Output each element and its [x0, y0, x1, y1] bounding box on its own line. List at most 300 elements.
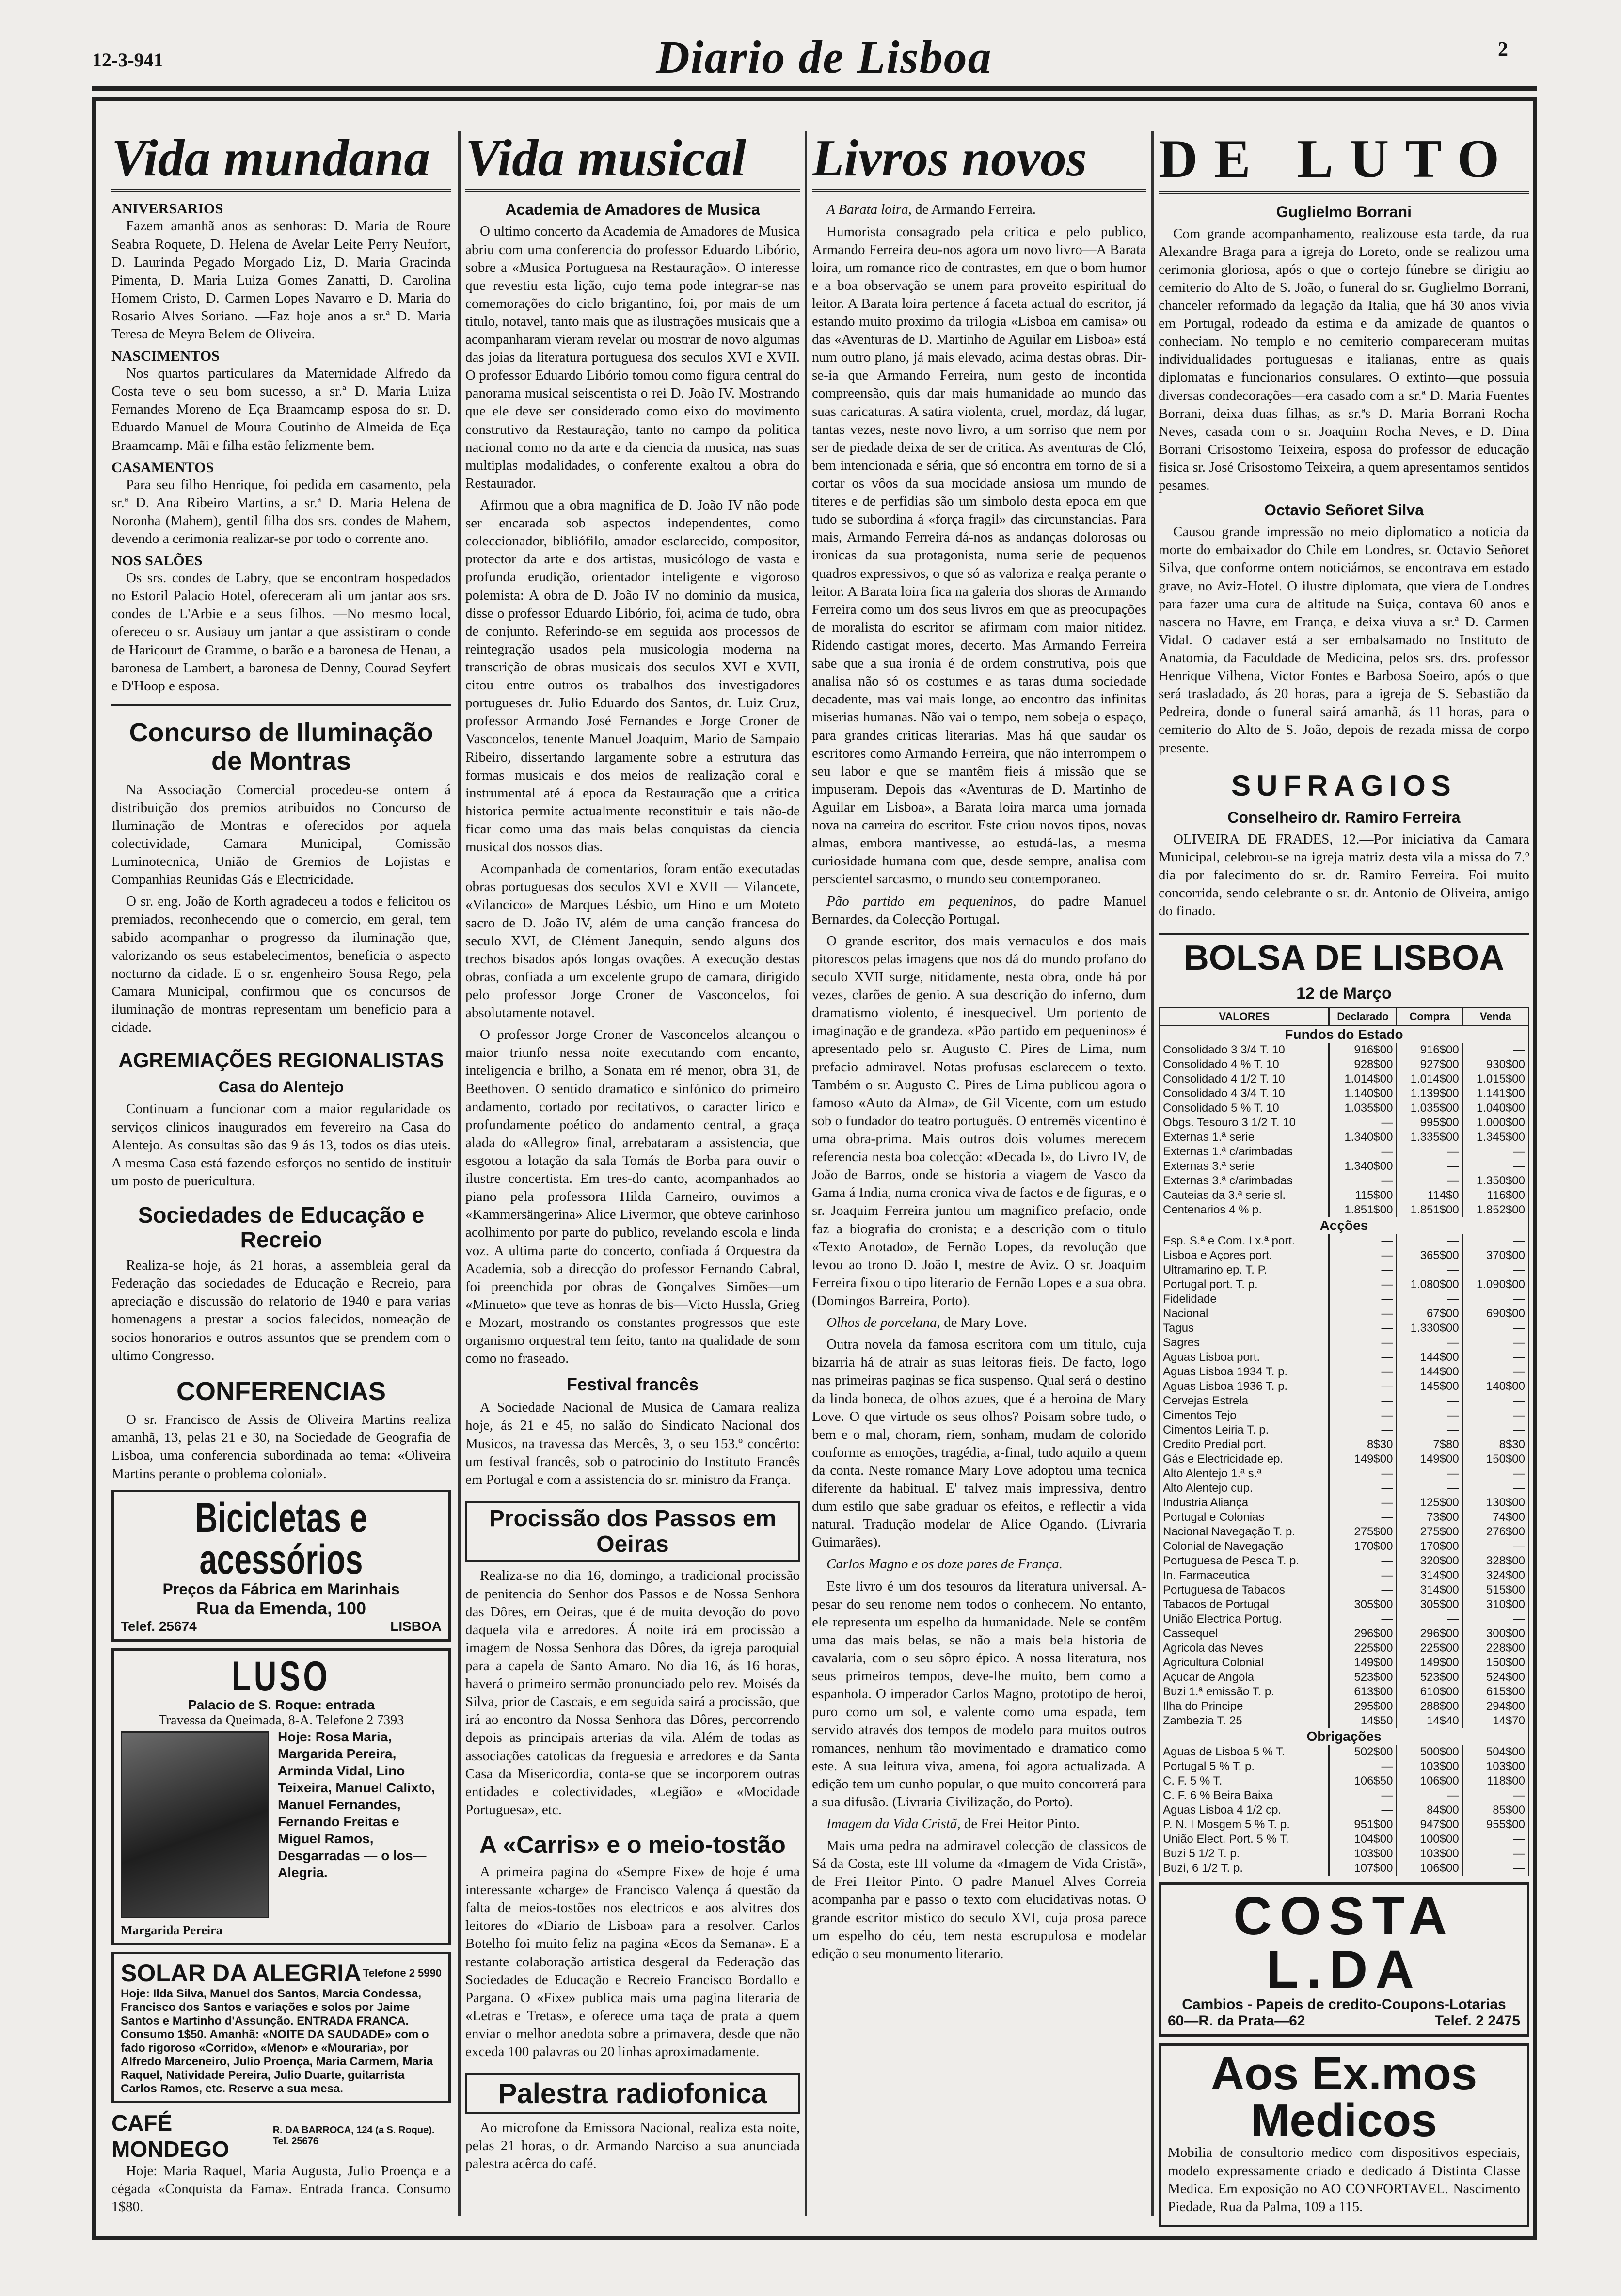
price-cell: 1.015$00 — [1462, 1072, 1528, 1086]
price-cell: 130$00 — [1462, 1496, 1528, 1510]
table-column-header: VALORES — [1160, 1008, 1329, 1026]
table-row — [1160, 1379, 1529, 1394]
price-cell: 1.330$00 — [1397, 1321, 1462, 1336]
price-cell: 275$00 — [1329, 1525, 1397, 1539]
advertisement-costa — [1159, 1882, 1529, 2037]
ad-phone: Telef. 25674 — [121, 1618, 197, 1634]
price-cell: 170$00 — [1397, 1539, 1462, 1554]
price-cell: — — [1329, 1307, 1397, 1321]
price-cell: 1.040$00 — [1462, 1101, 1528, 1116]
price-cell: — — [1329, 1145, 1397, 1159]
article-subheadline: Conselheiro dr. Ramiro Ferreira — [1227, 808, 1461, 826]
price-cell: — — [1329, 1350, 1397, 1365]
price-cell: 228$00 — [1462, 1641, 1528, 1656]
price-cell: 225$00 — [1329, 1641, 1397, 1656]
price-cell: 296$00 — [1397, 1626, 1462, 1641]
table-row — [1160, 1774, 1529, 1788]
ad-title: LUSO — [232, 1653, 331, 1700]
price-cell: — — [1329, 1467, 1397, 1481]
section-heading: Livros novos — [812, 131, 1146, 192]
price-cell: — — [1462, 1612, 1528, 1626]
price-cell: 118$00 — [1462, 1774, 1528, 1788]
security-name: Alto Alentejo cup. — [1160, 1481, 1329, 1496]
price-cell: — — [1462, 1043, 1528, 1057]
security-name: Buzi, 6 1/2 T. p. — [1160, 1861, 1329, 1876]
book-title: Pão partido em pequeninos — [826, 893, 1013, 909]
price-cell: 116$00 — [1462, 1188, 1528, 1203]
article-text: A primeira pagina do «Sempre Fixe» de hoje é uma interessante «charge» de Francisco Valença á questão da falta de meios-tostões nos electricos e aos alvitres dos leitores do «Diario de Lisboa» para a resolver. Carlos Botelho foi muito feliz na pagina «Ecos da Semana». E a restante colaboração artistica desgeral da Federação das Sociedades de Educação e Recreio Francisco Bordallo e Pargana. O «Fixe» publica mais uma pagina literaria de «Letras e Tretas», e oferece uma taça de prata a quem enviar o melhor anedota sobre a primavera, desde que não exceda 100 palavras ou 20 linhas aproximadamente. — [465, 1864, 800, 2060]
ad-text: Mobilia de consultorio medico com dispositivos especiais, modelo expressamente criado e dedicado á Distinta Classe Medica. Em exposição no AO CONFORTAVEL. Nascimento Piedade, Rua da Palma, 109 a 115. — [1168, 2145, 1520, 2215]
table-row — [1160, 1759, 1529, 1774]
ad-phone: Telefone 2 5990 — [363, 1966, 442, 1979]
security-name: Agricola das Neves — [1160, 1641, 1329, 1656]
column-divider — [805, 131, 807, 2216]
obituary-name: Guglielmo Borrani — [1276, 203, 1412, 221]
price-cell: 1.090$00 — [1462, 1277, 1528, 1292]
security-name: Portuguesa de Pesca T. p. — [1160, 1554, 1329, 1568]
price-cell: 275$00 — [1397, 1525, 1462, 1539]
price-cell: 305$00 — [1397, 1597, 1462, 1612]
table-row — [1160, 1597, 1529, 1612]
price-cell: 502$00 — [1329, 1745, 1397, 1759]
security-name: Consolidado 4 % T. 10 — [1160, 1057, 1329, 1072]
photo-caption: Margarida Pereira — [121, 1923, 222, 1937]
price-cell: — — [1329, 1263, 1397, 1277]
price-cell: 300$00 — [1462, 1626, 1528, 1641]
bolsa-date: 12 de Março — [1296, 984, 1392, 1003]
article-text: Ao microfone da Emissora Nacional, realiza esta noite, pelas 21 horas, o dr. Armando Narciso a sua anunciada palestra acêrca do café. — [465, 2120, 800, 2172]
price-cell: 8$30 — [1462, 1437, 1528, 1452]
article-text: O grande escritor, dos mais vernaculos e dos mais pitorescos pelas imagens que nos dá do mundo profano do seculo XVII surge, nitidamente, nesta obra, onde há por vezes, clarões de genio. A sua descrição do inferno, dum dramatismo violento, é inesquecivel. Um portento de imaginação e de grandeza. «Pão partido em pequeninos» é apresentado pelo sr. Augusto C. Pires de Lima, num prefacio admiravel. Notas profusas esclarecem o texto. Também o sr. Augusto C. Pires de Lima publicou agora o famoso «Auto da Alma», de Gil Vicente, com um estudo sob o fundador do teatro português. O entremês vicentino é uma obra-prima. Mais outros dois volumes merecem referencia nesta boa colecção: «Decada I», do Livro IV, de João de Barros, onde se historia a viagem de Vasco da Gama á India, numa cronica viva de factos e de figuras, e o sr. Joaquim Ferreira juntou um magnifico prefacio, onde faz a biografia do cronista; e a descrição com o titulo «Texto Anotado», de Fernão Lopes, da revolução que levou ao trono D. João I, mestre de Aviz. O sr. Joaquim Ferreira fixou o tipo literario de Fernão Lopes e a sua obra. (Domingos Barreira, Porto). — [812, 933, 1146, 1308]
book-title: Olhos de porcelana — [826, 1315, 937, 1331]
table-row — [1160, 1714, 1529, 1728]
advertisement-bicicletas — [111, 1490, 451, 1642]
table-column-header: Declarado — [1329, 1008, 1397, 1026]
security-name: Ilha do Principe — [1160, 1699, 1329, 1714]
table-row — [1160, 1568, 1529, 1583]
stock-exchange-table — [1159, 1007, 1529, 1876]
table-row — [1160, 1086, 1529, 1101]
price-cell: 295$00 — [1329, 1699, 1397, 1714]
security-name: Ultramarino ep. T. P. — [1160, 1263, 1329, 1277]
price-cell: — — [1397, 1481, 1462, 1496]
article-text: Mais uma pedra na admiravel colecção de classicos de Sá da Costa, este III volume da «Imagem de Vida Cristã», de Frei Heitor Pinto. O padre Manuel Alves Correia acompanha par e passo o texto com elucidativas notas. O grande escritor mistico do seculo XVI, cuja prosa parece um espelho do céu, tem nesta escrupulosa e modelar edição o seu monumento literario. — [812, 1838, 1146, 1961]
price-cell: — — [1329, 1292, 1397, 1307]
price-cell: 106$00 — [1397, 1861, 1462, 1876]
security-name: Buzi 5 1/2 T. p. — [1160, 1847, 1329, 1861]
ad-program: Hoje: Rosa Maria, Margarida Pereira, Arminda Vidal, Lino Teixeira, Manuel Calixto, Manuel Fernandes, Fernando Freitas e Miguel Ramos, Desgarradas — o los—Alegria. — [278, 1729, 435, 1880]
price-cell: — — [1329, 1234, 1397, 1248]
table-row — [1160, 1803, 1529, 1818]
price-cell: — — [1397, 1788, 1462, 1803]
article-text: Nos quartos particulares da Maternidade Alfredo da Costa teve o seu bom sucesso, a sr.ª D. Maria Luiza Fernandes Moreno de Eça Braamcamp esposa do sr. D. Eduardo Manuel de Moura Coutinho de Almeida de Eça Braamcamp. Mãi e filha estão felizmente bem. — [111, 366, 451, 453]
table-row — [1160, 1263, 1529, 1277]
security-name: Esp. S.ª e Com. Lx.ª port. — [1160, 1234, 1329, 1248]
price-cell: 103$00 — [1397, 1759, 1462, 1774]
price-cell: — — [1329, 1248, 1397, 1263]
security-name: Alto Alentejo 1.ª s.ª — [1160, 1467, 1329, 1481]
security-name: Agricultura Colonial — [1160, 1656, 1329, 1670]
table-row — [1160, 1818, 1529, 1832]
price-cell: 149$00 — [1397, 1656, 1462, 1670]
security-name: Aguas de Lisboa 5 % T. — [1160, 1745, 1329, 1759]
article-text: Acompanhada de comentarios, foram então executadas obras portuguesas dos seculos XVI e XVII — Vilancete, «Vilancico» de Marques Lésbio, um Hino e um Moteto sacro de D. João IV, além de uma canção francesa do seculo XVI, de Clément Janequin, sendo alguns dos trechos bisados após longas ovações. A execução destas obras, confiada a um excelente grupo de camara, dirigido pelo professor Jorge Croner de Vasconcelos, foi absolutamente notavel. — [465, 861, 800, 1021]
price-cell: — — [1462, 1832, 1528, 1847]
table-row — [1160, 1583, 1529, 1597]
price-cell: — — [1329, 1481, 1397, 1496]
section-heading: Vida musical — [465, 131, 800, 192]
ad-title: COSTA L.DA — [1233, 1886, 1455, 2000]
price-cell: 927$00 — [1397, 1057, 1462, 1072]
price-cell: 115$00 — [1329, 1188, 1397, 1203]
table-row — [1160, 1116, 1529, 1130]
table-row — [1160, 1670, 1529, 1685]
price-cell: — — [1329, 1116, 1397, 1130]
table-row — [1160, 1145, 1529, 1159]
table-row — [1160, 1188, 1529, 1203]
article-headline: SUFRAGIOS — [1231, 769, 1457, 802]
table-row — [1160, 1861, 1529, 1876]
price-cell: — — [1462, 1861, 1528, 1876]
security-name: Obgs. Tesouro 3 1/2 T. 10 — [1160, 1116, 1329, 1130]
price-cell: 225$00 — [1397, 1641, 1462, 1656]
ad-phone: Telef. 2 2475 — [1434, 2013, 1520, 2029]
table-row — [1160, 1626, 1529, 1641]
advertisement-cafe-mondego — [111, 2110, 451, 2162]
security-name: Buzi 1.ª emissão T. p. — [1160, 1685, 1329, 1699]
table-row — [1160, 1394, 1529, 1408]
price-cell: 1.014$00 — [1397, 1072, 1462, 1086]
price-cell: 690$00 — [1462, 1307, 1528, 1321]
security-name: Externas 3.ª serie — [1160, 1159, 1329, 1174]
table-row — [1160, 1336, 1529, 1350]
price-cell: 365$00 — [1397, 1248, 1462, 1263]
table-column-header: Venda — [1462, 1008, 1528, 1026]
price-cell: 170$00 — [1329, 1539, 1397, 1554]
price-cell: 610$00 — [1397, 1685, 1462, 1699]
ad-address: Rua da Emenda, 100 — [196, 1598, 366, 1618]
table-row — [1160, 1641, 1529, 1656]
table-row — [1160, 1277, 1529, 1292]
price-cell: — — [1397, 1159, 1462, 1174]
table-row — [1160, 1130, 1529, 1145]
ad-title: Bicicletas e acessórios — [195, 1494, 367, 1583]
price-cell: — — [1462, 1336, 1528, 1350]
price-cell: — — [1462, 1159, 1528, 1174]
ad-title: SOLAR DA ALEGRIA — [121, 1959, 362, 1987]
price-cell: 145$00 — [1397, 1379, 1462, 1394]
security-name: Cervejas Estrela — [1160, 1394, 1329, 1408]
price-cell: — — [1462, 1467, 1528, 1481]
price-cell: 951$00 — [1329, 1818, 1397, 1832]
security-name: Cassequel — [1160, 1626, 1329, 1641]
book-title: Carlos Magno e os doze pares de França. — [826, 1556, 1063, 1572]
table-row — [1160, 1365, 1529, 1379]
security-name: Aguas Lisboa 4 1/2 cp. — [1160, 1803, 1329, 1818]
security-name: Gás e Electricidade ep. — [1160, 1452, 1329, 1467]
price-cell: 328$00 — [1462, 1554, 1528, 1568]
table-row — [1160, 1745, 1529, 1759]
security-name: Consolidado 5 % T. 10 — [1160, 1101, 1329, 1116]
article-subheadline: Casa do Alentejo — [218, 1078, 344, 1096]
table-row — [1160, 1159, 1529, 1174]
advertisement-solar-da-alegria — [111, 1952, 451, 2103]
price-cell: 14$70 — [1462, 1714, 1528, 1728]
price-cell: 324$00 — [1462, 1568, 1528, 1583]
table-row — [1160, 1656, 1529, 1670]
security-name: In. Farmaceutica — [1160, 1568, 1329, 1583]
table-section-row — [1160, 1728, 1529, 1745]
book-author: , do padre Manuel Bernardes, da Colecção Portugal. — [812, 893, 1146, 927]
column-divider — [458, 131, 461, 2216]
price-cell: 74$00 — [1462, 1510, 1528, 1525]
security-name: Consolidado 3 3/4 T. 10 — [1160, 1043, 1329, 1057]
price-cell: 150$00 — [1462, 1656, 1528, 1670]
security-name: Portugal e Colonias — [1160, 1510, 1329, 1525]
price-cell: 8$30 — [1329, 1437, 1397, 1452]
price-cell: — — [1329, 1510, 1397, 1525]
article-headline: AGREMIAÇÕES REGIONALISTAS — [118, 1049, 444, 1072]
price-cell: — — [1462, 1321, 1528, 1336]
table-row — [1160, 1307, 1529, 1321]
security-name: Externas 1.ª serie — [1160, 1130, 1329, 1145]
security-name: Aguas Lisboa port. — [1160, 1350, 1329, 1365]
price-cell: 14$40 — [1397, 1714, 1462, 1728]
price-cell: — — [1329, 1408, 1397, 1423]
security-name: Sagres — [1160, 1336, 1329, 1350]
table-row — [1160, 1467, 1529, 1481]
price-cell: 930$00 — [1462, 1057, 1528, 1072]
security-name: Fidelidade — [1160, 1292, 1329, 1307]
price-cell: 125$00 — [1397, 1496, 1462, 1510]
price-cell: 523$00 — [1397, 1670, 1462, 1685]
price-cell: — — [1462, 1292, 1528, 1307]
price-cell: 955$00 — [1462, 1818, 1528, 1832]
price-cell: — — [1462, 1145, 1528, 1159]
article-headline: Sociedades de Educação e Recreio — [138, 1202, 425, 1252]
price-cell: — — [1462, 1847, 1528, 1861]
price-cell: — — [1329, 1759, 1397, 1774]
price-cell: — — [1462, 1423, 1528, 1437]
security-name: Açucar de Angola — [1160, 1670, 1329, 1685]
table-row — [1160, 1292, 1529, 1307]
price-cell: 103$00 — [1462, 1759, 1528, 1774]
book-author: , de Mary Love. — [937, 1315, 1027, 1331]
price-cell: 1.851$00 — [1397, 1203, 1462, 1217]
price-cell: — — [1329, 1277, 1397, 1292]
ad-program: Hoje: Ilda Silva, Manuel dos Santos, Marcia Condessa, Francisco dos Santos e variações e solos por Jaime Santos e Martinho d'Assunção. ENTRADA FRANCA. Consumo 1$50. Amanhã: «NOITE DA SAUDADE» com o fado rigoroso «Corrido», «Menor» e «Mouraria», por Alfredo Marceneiro, Julio Proença, Maria Carmem, Maria Raquel, Natividade Pereira, Julio Duarte, guitarrista Carlos Ramos, etc. Reserve a sua mesa. — [121, 1987, 433, 2095]
price-cell: — — [1397, 1423, 1462, 1437]
ad-subtitle: Preços da Fábrica em Marinhais — [162, 1580, 400, 1598]
ad-program: Hoje: Maria Raquel, Maria Augusta, Julio Proença e a cégada «Conquista da Fama». Entrada franca. Consumo 1$80. — [111, 2163, 451, 2215]
table-row — [1160, 1525, 1529, 1539]
security-name: Nacional — [1160, 1307, 1329, 1321]
security-name: Centenarios 4 % p. — [1160, 1203, 1329, 1217]
price-cell: — — [1462, 1481, 1528, 1496]
security-name: Cimentos Tejo — [1160, 1408, 1329, 1423]
price-cell: 1.000$00 — [1462, 1116, 1528, 1130]
article-subheadline: Festival francês — [566, 1374, 699, 1395]
price-cell: 276$00 — [1462, 1525, 1528, 1539]
table-row — [1160, 1788, 1529, 1803]
masthead-rule — [92, 86, 1537, 91]
table-row — [1160, 1539, 1529, 1554]
price-cell: 296$00 — [1329, 1626, 1397, 1641]
price-cell: 1.035$00 — [1397, 1101, 1462, 1116]
column-vida-mundana — [111, 131, 451, 2230]
table-row — [1160, 1481, 1529, 1496]
article-headline: A «Carris» e o meio-tostão — [479, 1831, 786, 1858]
price-cell: 140$00 — [1462, 1379, 1528, 1394]
article-text: Os srs. condes de Labry, que se encontram hospedados no Estoril Palacio Hotel, ofereceram ali um jantar aos srs. condes de L'Arbie e a seus filhos. —No mesmo local, ofereceu o sr. Ausiauy um jantar a que assistiram o conde de Haricourt de Gramme, o barão e a baronesa de Henau, a baronesa de Lambert, a baronesa de Denny, Courad Seyfert e D'Hoop e esposa. — [111, 570, 451, 694]
price-cell: 928$00 — [1329, 1057, 1397, 1072]
price-cell: 294$00 — [1462, 1699, 1528, 1714]
price-cell: 103$00 — [1329, 1847, 1397, 1861]
price-cell: 106$50 — [1329, 1774, 1397, 1788]
section-heading: DE LUTO — [1159, 131, 1529, 194]
price-cell: 144$00 — [1397, 1365, 1462, 1379]
article-headline: Procissão dos Passos em Oeiras — [465, 1501, 800, 1563]
ad-subtitle: Palacio de S. Roque: entrada — [188, 1697, 375, 1712]
price-cell: — — [1329, 1365, 1397, 1379]
article-text: Continuam a funcionar com a maior regularidade os serviços clinicos inaugurados em fevereiro na Casa do Alentejo. As consultas são das 9 ás 13, todos os dias uteis. A mesma Casa está fazendo esforços no sentido de instituir um posto de puericultura. — [111, 1101, 451, 1189]
article-text: Este livro é um dos tesouros da literatura universal. A-pesar do seu renome nem todos o conhecem. No entanto, ele representa um espelho da humanidade. Nele se contêm uma das mais belas, se não a mais bela historia de cavalaria, com o seu sôpro épico. A nossa literatura, nos seus primeiros tempos, deve-lhe muito, bem como a espanhola. O imperador Carlos Magno, prototipo de heroi, puro como um sol, e valente como uma espada, tem servido através dos tempos de modelo para muitos outros romances, nenhum tão movimentado e dramatico como este. A sua leitura viva, amena, foi agora actualizada. A edição tem um cunho popular, o que muito concorrerá para a sua difusão. (Livraria Civilização, do Porto). — [812, 1578, 1146, 1810]
price-cell: 1.345$00 — [1462, 1130, 1528, 1145]
subsection-label: CASAMENTOS — [111, 459, 214, 476]
article-headline: Concurso de Iluminação de Montras — [129, 718, 433, 776]
price-cell: — — [1329, 1583, 1397, 1597]
price-cell: — — [1397, 1292, 1462, 1307]
table-row — [1160, 1699, 1529, 1714]
table-row — [1160, 1174, 1529, 1188]
price-cell: 310$00 — [1462, 1597, 1528, 1612]
ad-city: LISBOA — [390, 1618, 442, 1634]
security-name: Consolidado 4 1/2 T. 10 — [1160, 1072, 1329, 1086]
price-cell: 504$00 — [1462, 1745, 1528, 1759]
security-name: União Elect. Port. 5 % T. — [1160, 1832, 1329, 1847]
price-cell: 73$00 — [1397, 1510, 1462, 1525]
security-name: Portuguesa de Tabacos — [1160, 1583, 1329, 1597]
price-cell: 615$00 — [1462, 1685, 1528, 1699]
ad-address: Travessa da Queimada, 8-A. Telefone 2 7393 — [158, 1712, 404, 1728]
price-cell: — — [1329, 1612, 1397, 1626]
price-cell: — — [1397, 1145, 1462, 1159]
price-cell: 149$00 — [1397, 1452, 1462, 1467]
security-name: Tabacos de Portugal — [1160, 1597, 1329, 1612]
security-name: C. F. 5 % T. — [1160, 1774, 1329, 1788]
price-cell: 107$00 — [1329, 1861, 1397, 1876]
advertisement-luso — [111, 1648, 451, 1945]
price-cell: — — [1397, 1234, 1462, 1248]
table-row — [1160, 1452, 1529, 1467]
price-cell: 104$00 — [1329, 1832, 1397, 1847]
security-name: Portugal port. T. p. — [1160, 1277, 1329, 1292]
column-livros-novos — [812, 131, 1146, 2230]
security-name: Portugal 5 % T. p. — [1160, 1759, 1329, 1774]
security-name: Tagus — [1160, 1321, 1329, 1336]
security-name: P. N. I Mosgem 5 % T. p. — [1160, 1818, 1329, 1832]
price-cell: — — [1397, 1612, 1462, 1626]
price-cell: 1.014$00 — [1329, 1072, 1397, 1086]
book-title: Imagem da Vida Cristã — [826, 1816, 957, 1832]
price-cell: 114$0 — [1397, 1188, 1462, 1203]
security-name: Credito Predial port. — [1160, 1437, 1329, 1452]
security-name: Externas 3.ª c/arimbadas — [1160, 1174, 1329, 1188]
price-cell: — — [1397, 1336, 1462, 1350]
security-name: Aguas Lisboa 1934 T. p. — [1160, 1365, 1329, 1379]
ad-subtitle: Cambios - Papeis de credito-Coupons-Lotarias — [1182, 1996, 1506, 2013]
security-name: Cauteias da 3.ª serie sl. — [1160, 1188, 1329, 1203]
price-cell: — — [1329, 1788, 1397, 1803]
price-cell: — — [1397, 1467, 1462, 1481]
price-cell: 916$00 — [1397, 1043, 1462, 1057]
article-text: O sr. eng. João de Korth agradeceu a todos e felicitou os premiados, reconhecendo que o comercio, em geral, tem sabido acompanhar o progresso da iluminação que, valorizando os seus estabelecimentos, beneficia o aspecto nocturno da cidade. E o sr. engenheiro Sousa Rego, pela Camara Municipal, confirmou que os concursos de iluminação de montras representam um beneficio para a cidade. — [111, 893, 451, 1036]
price-cell: 106$00 — [1397, 1774, 1462, 1788]
price-cell: 1.140$00 — [1329, 1086, 1397, 1101]
book-title: A Barata loira — [826, 202, 908, 218]
ad-title: Aos Ex.mos Medicos — [1210, 2048, 1478, 2147]
price-cell: 103$00 — [1397, 1847, 1462, 1861]
ad-address: 60—R. da Prata—62 — [1168, 2013, 1305, 2029]
table-row — [1160, 1423, 1529, 1437]
price-cell: — — [1397, 1263, 1462, 1277]
price-cell: 1.141$00 — [1462, 1086, 1528, 1101]
table-row — [1160, 1072, 1529, 1086]
price-cell: 100$00 — [1397, 1832, 1462, 1847]
price-cell: 314$00 — [1397, 1568, 1462, 1583]
security-name: Aguas Lisboa 1936 T. p. — [1160, 1379, 1329, 1394]
table-row — [1160, 1510, 1529, 1525]
article-text: Com grande acompanhamento, realizouse esta tarde, da rua Alexandre Braga para a igreja do Loreto, onde se realizou uma cerimonia gloriosa, após o que o cortejo fúnebre se dirigiu ao cemiterio do Alto de S. João, o funeral do sr. Guglielmo Borrani, chanceler reformado da legação da Italia, que há 30 anos vivia em Portugal, rodeado da estima e da amizade de quantos o conheciam. No templo e no cemiterio compareceram muitas individualidades portuguesas e italianas, entre as quais diplomatas e funcionarios consulares. O extinto—que possuia diversas condecorações—era casado com a sr.ª D. Maria Fuentes Borrani, deixa duas filhas, as sr.ªs D. Maria Borrani Rocha Neves, casada com o sr. Joaquim Rocha Neves, e D. Dina Borrani Crisostomo Teixeira, esposa do professor de educação fisica sr. José Crisostomo Teixeira, a quem apresentamos sentidos pesames. — [1159, 225, 1529, 494]
price-cell: 1.035$00 — [1329, 1101, 1397, 1116]
article-text: Realiza-se hoje, ás 21 horas, a assembleia geral da Federação das sociedades de Educação e Recreio, para apreciação e discussão do relatorio de 1940 e para varias homenagens a prestar a socios falecidos, nomeação de socios honorarios e outros assuntos que se prendem com o ultimo Congresso. — [111, 1258, 451, 1363]
article-text: Outra novela da famosa escritora com um titulo, cuja bizarria há de atrair as suas leitoras fieis. De facto, logo nas primeiras paginas se fica suspenso. Qual será o destino da linda boneca, de olhos azues, que é a heroina de Mary Love. O que virtude os seus olhos? Poisam sobre tudo, o bem e o mal, choram, riem, sonham, mudam de colorido conforme as emoções, tragédia, a-final, tudo aquilo a quem da conta. Neste romance Mary Love adoptou uma tecnica diferente da habitual. E' talvez mais impressiva, dentro dum estilo que sabe graduar os efeitos, e reflectir a vida natural. Tradução modelar de Alice Ogando. (Livraria Guimarães). — [812, 1337, 1146, 1550]
price-cell: 916$00 — [1329, 1043, 1397, 1057]
divider — [111, 704, 451, 706]
price-cell: 515$00 — [1462, 1583, 1528, 1597]
price-cell: — — [1462, 1788, 1528, 1803]
table-column-header: Compra — [1397, 1008, 1462, 1026]
table-section-title: Fundos do Estado — [1160, 1026, 1529, 1043]
performer-photo — [121, 1731, 269, 1918]
table-row — [1160, 1203, 1529, 1217]
article-text: Causou grande impressão no meio diplomatico a noticia da morte do embaixador do Chile em Londres, sr. Octavio Señoret Silva, que conforme ontem noticiámos, se encontrava em estado grave, no Aviz-Hotel. O ilustre diplomata, que viera de Londres para fazer uma cura de altitude na Suiça, contava 60 anos e nascera no Havre, em França, e deixa viuva a sr.ª D. Carmen Vidal. O cadaver está a ser embalsamado no Instituto de Anatomia, da Faculdade de Medicina, pelos srs. drs. professor Henrique Vilhena, Victor Fontes e Barbosa Soeiro, após o que será trasladado, ás 20 horas, para a igreja de S. Sebastião da Pedreira, donde o funeral sairá amanhã, ás 11 horas, para o cemiterio do Alto de S. João, depois de rezada missa de corpo presente. — [1159, 524, 1529, 756]
article-text: O sr. Francisco de Assis de Oliveira Martins realiza amanhã, 13, pelas 21 e 30, na Sociedade de Geografia de Lisboa, uma conferencia subordinada ao tema: «Oliveira Martins perante o problema colonial». — [111, 1412, 451, 1482]
table-section-row — [1160, 1026, 1529, 1043]
article-text: O professor Jorge Croner de Vasconcelos alcançou o maior triunfo nessa noite executando com encanto, inteligencia e brilho, a Sonata em ré menor, obra 31, de Beethoven. O sentido dramatico e sinfónico do primeiro andamento, cortado por recitativos, o caracter lirico e profundamente poético do andamento central, a graça alada do «Allegro» final, arrebataram a assistencia, que esgotou a lotação da sala Tomás de Borba para ouvir o ilustre concertista. Em tres-do canto, acompanhados ao piano pela professora Hilda Carneiro, ouvimos a «Kammersängerina» Alice Livermor, que obteve carinhoso acolhimento por parte do publico, revelando escola e linda voz. A ultima parte do concerto, confiada á Orquestra da Academia, sob a direcção do professor Fernando Cabral, foi preenchida por obras de Gonçalves Simões—um «Minueto» que teve as honras de bis—Victo Hussla, Grieg e Mozart, mostrando os constantes progressos que este organismo orquestral tem feito, tanto na qualidade de som como no fraseado. — [465, 1027, 800, 1367]
price-cell: 150$00 — [1462, 1452, 1528, 1467]
security-name: União Electrica Portug. — [1160, 1612, 1329, 1626]
table-row — [1160, 1350, 1529, 1365]
price-cell: 613$00 — [1329, 1685, 1397, 1699]
subsection-label: ANIVERSARIOS — [111, 201, 223, 217]
price-cell: — — [1329, 1321, 1397, 1336]
security-name: Lisboa e Açores port. — [1160, 1248, 1329, 1263]
book-author: , de Armando Ferreira. — [908, 202, 1036, 218]
price-cell: 305$00 — [1329, 1597, 1397, 1612]
price-cell: 288$00 — [1397, 1699, 1462, 1714]
price-cell: 370$00 — [1462, 1248, 1528, 1263]
price-cell: 149$00 — [1329, 1452, 1397, 1467]
price-cell: — — [1397, 1394, 1462, 1408]
price-cell: — — [1462, 1408, 1528, 1423]
price-cell: — — [1329, 1379, 1397, 1394]
article-text: Na Associação Comercial procedeu-se ontem á distribuição dos premios atribuidos no Concurso de Iluminação de Montras e oferecidos por aquela colectividade, Camara Municipal, Comissão Luminotecnica, União de Gremios de Lojistas e Companhias Reunidas Gás e Electricidade. — [111, 781, 451, 888]
article-text: A Sociedade Nacional de Musica de Camara realiza hoje, ás 21 e 45, no salão do Sindicato Nacional dos Musicos, na travessa das Mercês, 3, o seu 153.º concêrto: um festival francês, sob o patrocinio do Instituto Francês em Portugal e com a assistencia do sr. ministro da França. — [465, 1400, 800, 1487]
subsection-label: NOS SALÕES — [111, 553, 203, 569]
obituary-name: Octavio Señoret Silva — [1264, 501, 1424, 519]
table-row — [1160, 1057, 1529, 1072]
